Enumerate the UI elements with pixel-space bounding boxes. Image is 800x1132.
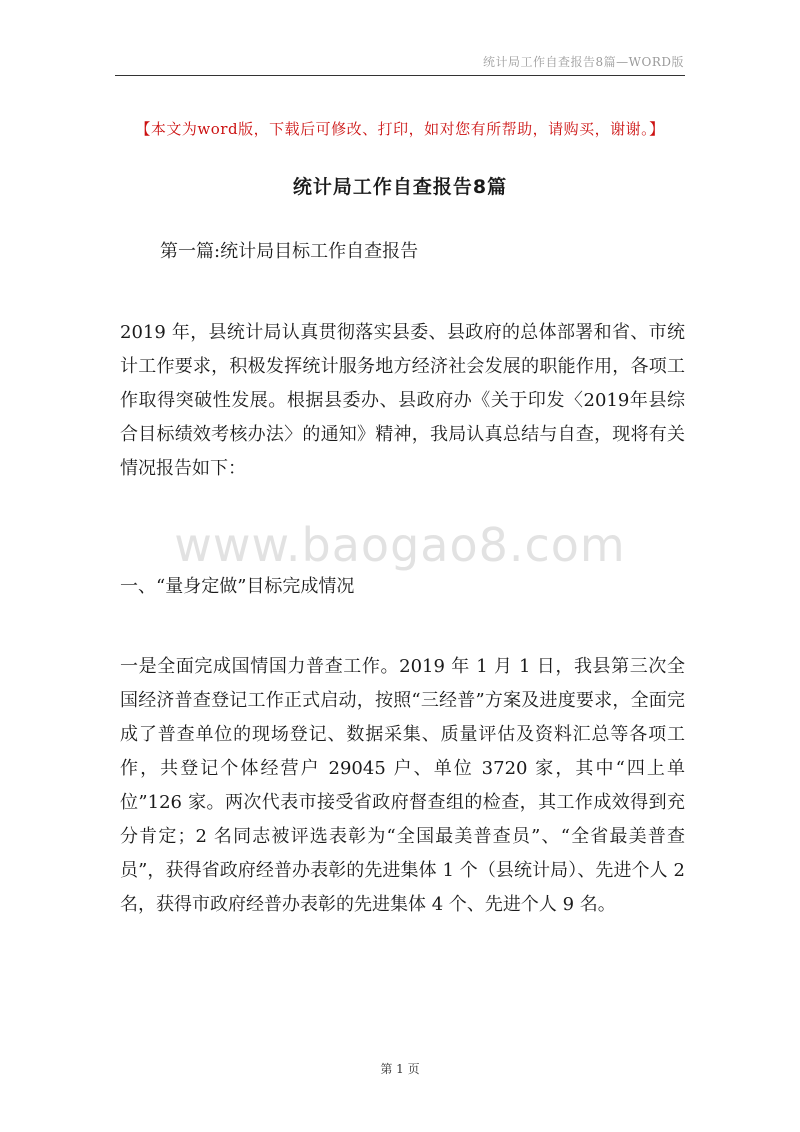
page-number: 第 1 页	[380, 1062, 420, 1076]
chapter-title: 第一篇:统计局目标工作自查报告	[160, 241, 419, 262]
header-divider	[115, 75, 685, 76]
document-title: 统计局工作自查报告8篇	[292, 176, 508, 198]
section-heading: 一、“量身定做”目标完成情况	[120, 576, 355, 597]
running-header: 统计局工作自查报告8篇—WORD版	[483, 55, 684, 69]
intro-paragraph: 2019 年，县统计局认真贯彻落实县委、县政府的总体部署和省、市统计工作要求，积极发挥统计服务地方经济社会发展的职能作用，各项工作取得突破性发展。根据县委办、县政府办《关于印发〈2019年县综合目标绩效考核办法〉的通知》精神，我局认真总结与自查，现将有关情况报告如下：	[120, 322, 685, 479]
section-body-paragraph: 一是全面完成国情国力普查工作。2019 年 1 月 1 日，我县第三次全国经济普查登记工作正式启动，按照“三经普”方案及进度要求，全面完成了普查单位的现场登记、数据采集、质量评估及资料汇总等各项工作，共登记个体经营户 29045 户、单位 3720 家，其中“四上单位”126 家。两次代表市接受省政府督查组的检查，其工作成效得到充分肯定；2 名同志被评选表彰为“全国最美普查员”、“全省最美普查员”，获得省政府经普办表彰的先进集体 1 个（县统计局）、先进个人 2 名，获得市政府经普办表彰的先进集体 4 个、先进个人 9 名。	[120, 656, 685, 915]
purchase-notice: 【本文为word版，下载后可修改、打印，如对您有所帮助，请购买，谢谢。】	[135, 120, 665, 138]
site-watermark: www.baogao8.com	[174, 518, 626, 572]
